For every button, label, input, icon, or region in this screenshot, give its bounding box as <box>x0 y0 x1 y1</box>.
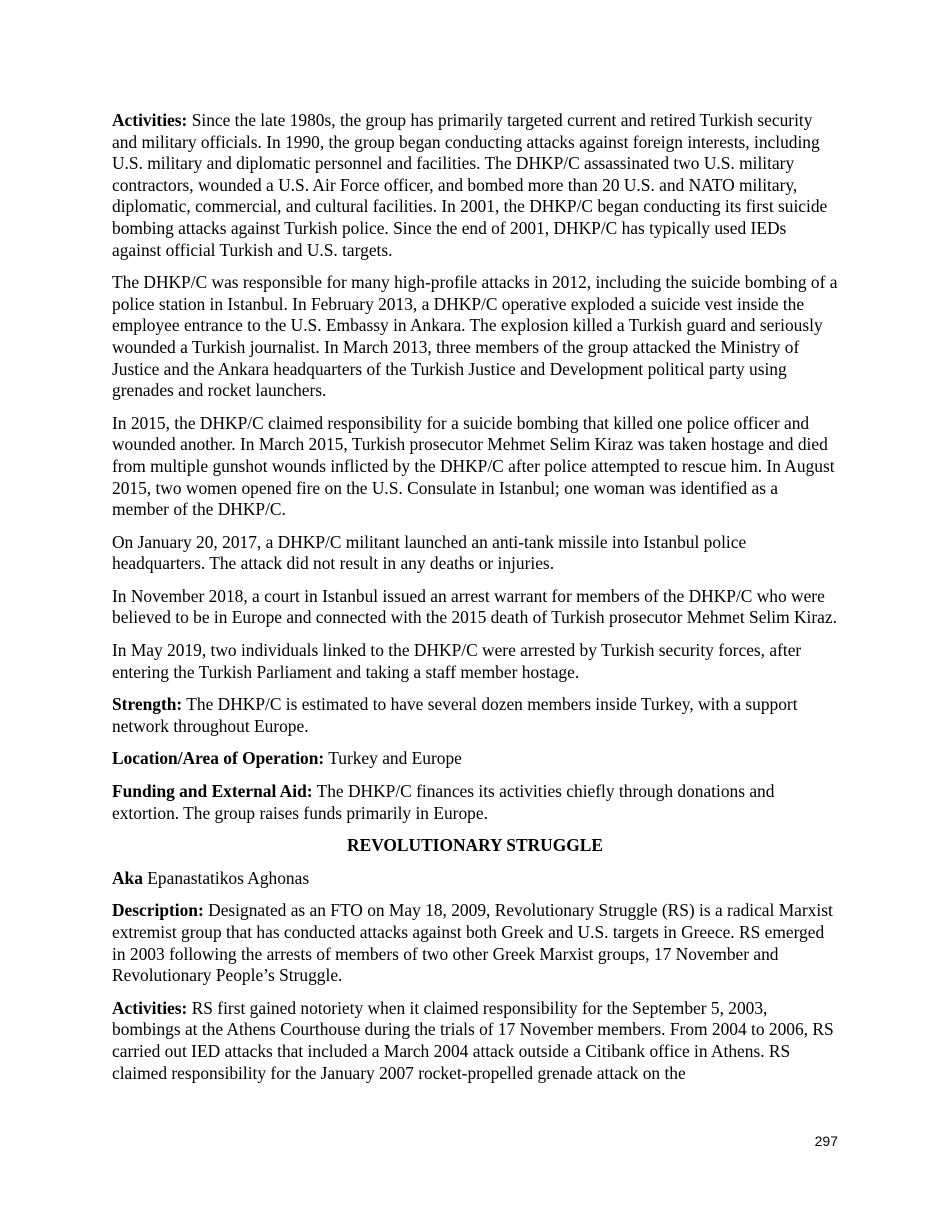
paragraph-2019-arrests <box>112 640 838 683</box>
paragraph-text: Epanastatikos Aghonas <box>142 867 310 888</box>
paragraph-text: The DHKP/C was responsible for many high-profile attacks in 2012, including the suicide bombing of a police station in Istanbul. In February 2013, a DHKP/C operative exploded a suicide vest inside the employee entrance to the U.S. Embassy in Ankara. The explosion killed a Turkish guard and seriously wounded a Turkish journalist. In March 2013, three members of the group attacked the Ministry of Justice and the Ankara headquarters of the Turkish Justice and Development political party using grenades and rocket launchers. <box>112 272 838 401</box>
paragraph-text: In May 2019, two individuals linked to the DHKP/C were arrested by Turkish security forces, after entering the Turkish Parliament and taking a staff member hostage. <box>112 640 802 682</box>
paragraph-label: Funding and External Aid: <box>112 781 313 802</box>
paragraph-rs-activities <box>112 998 838 1084</box>
paragraph-label: Activities: <box>112 997 188 1018</box>
paragraph-aka <box>112 868 838 890</box>
paragraph-text: On January 20, 2017, a DHKP/C militant launched an anti-tank missile into Istanbul police headquarters. The attack did not result in any deaths or injuries. <box>112 531 747 574</box>
paragraph-2012-attacks <box>112 272 838 402</box>
paragraph-2015-attacks <box>112 413 838 521</box>
paragraph-text: The DHKP/C is estimated to have several dozen members inside Turkey, with a support network throughout Europe. <box>112 694 798 736</box>
document-body <box>112 110 838 1095</box>
paragraph-location <box>112 748 838 770</box>
paragraph-label: Aka <box>112 867 143 888</box>
paragraph-text: In November 2018, a court in Istanbul issued an arrest warrant for members of the DHKP/C who were believed to be in Europe and connected with the 2015 death of Turkish prosecutor Mehmet Selim Kiraz. <box>112 585 837 628</box>
paragraph-activities <box>112 110 838 261</box>
paragraph-funding <box>112 781 838 824</box>
paragraph-label: Activities: <box>112 110 188 130</box>
paragraph-text: Turkey and Europe <box>324 748 462 769</box>
paragraph-label: Location/Area of Operation: <box>112 748 325 769</box>
paragraph-label: Strength: <box>112 694 183 715</box>
paragraph-2018-warrant <box>112 586 838 629</box>
paragraph-label: Description: <box>112 900 204 921</box>
paragraph-text: RS first gained notoriety when it claimed responsibility for the September 5, 2003, bombings at the Athens Courthouse during the trials of 17 November members. From 2004 to 2006, RS carried out IED attacks that included a March 2004 attack outside a Citibank office in Athens. RS claimed responsibility for the January 2007 rocket-propelled grenade attack on the <box>112 997 834 1083</box>
paragraph-text: In 2015, the DHKP/C claimed responsibility for a suicide bombing that killed one police officer and wounded another. In March 2015, Turkish prosecutor Mehmet Selim Kiraz was taken hostage and died from multiple gunshot wounds inflicted by the DHKP/C after police attempted to rescue him. In August 2015, two women opened fire on the U.S. Consulate in Istanbul; one woman was identified as a member of the DHKP/C. <box>112 412 835 520</box>
paragraph-strength <box>112 694 838 737</box>
paragraph-text: Since the late 1980s, the group has primarily targeted current and retired Turkish security and military officials. In 1990, the group began conducting attacks against foreign interests, including U.S. military and diplomatic personnel and facilities. The DHKP/C assassinated two U.S. military contractors, wounded a U.S. Air Force officer, and bombed more than 20 U.S. and NATO military, diplomatic, commercial, and cultural facilities. In 2001, the DHKP/C began conducting its first suicide bombing attacks against Turkish police. Since the end of 2001, DHKP/C has typically used IEDs against official Turkish and U.S. targets. <box>112 110 828 260</box>
page-number: 297 <box>814 1133 838 1149</box>
section-heading: REVOLUTIONARY STRUGGLE <box>347 835 603 856</box>
paragraph-text: The DHKP/C finances its activities chiefly through donations and extortion. The group raises funds primarily in Europe. <box>112 781 775 823</box>
paragraph-description <box>112 900 838 986</box>
paragraph-text: Designated as an FTO on May 18, 2009, Revolutionary Struggle (RS) is a radical Marxist extremist group that has conducted attacks against both Greek and U.S. targets in Greece. RS emerged in 2003 following the arrests of members of two other Greek Marxist groups, 17 November and Revolutionary People’s Struggle. <box>112 900 833 986</box>
paragraph-2017-attack <box>112 532 838 575</box>
